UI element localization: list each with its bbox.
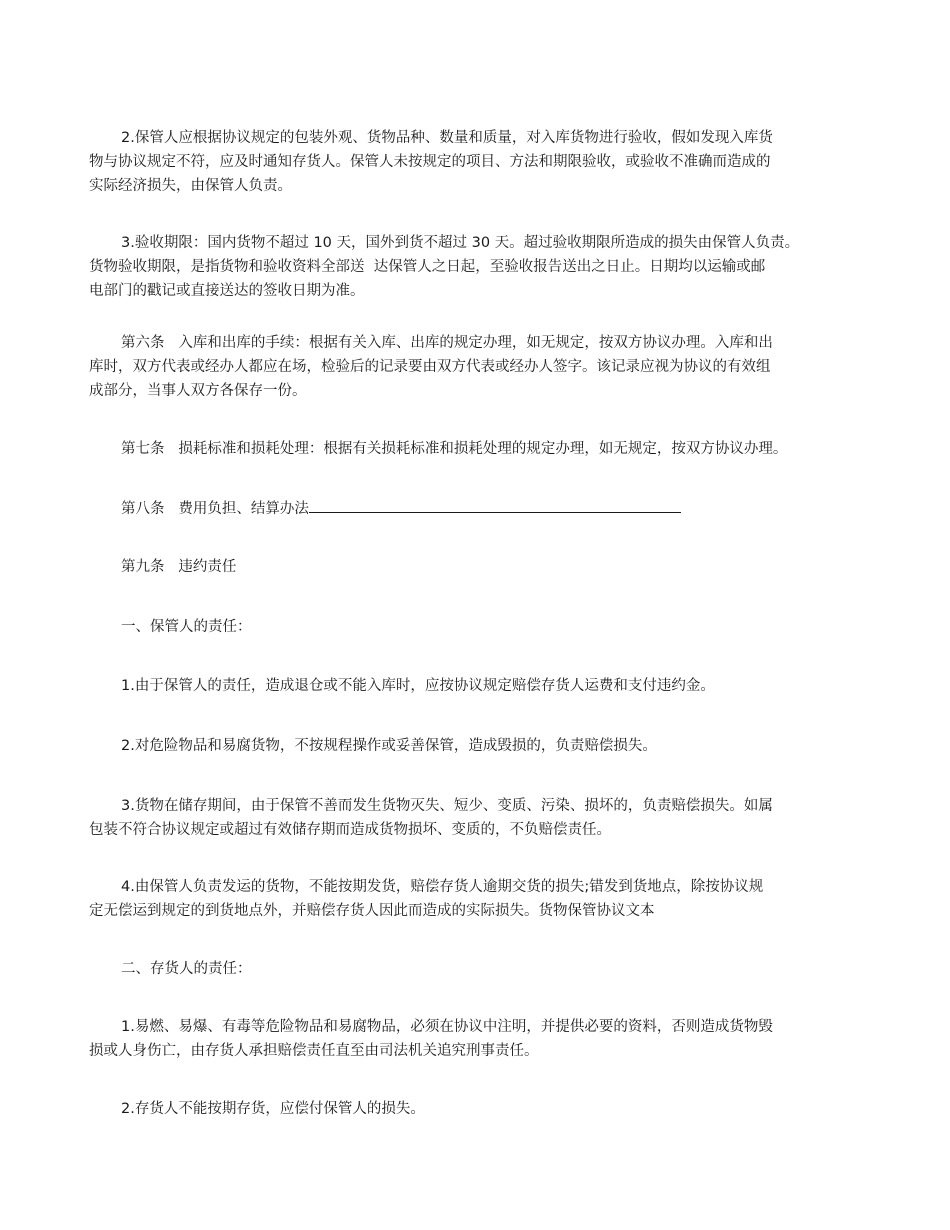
line: 一、保管人的责任：	[121, 619, 252, 635]
article-8-heading: 第八条 费用负担、结算办法	[121, 501, 309, 517]
line: 成部分，当事人双方各保存一份。	[89, 383, 307, 399]
line: 1.由于保管人的责任，造成退仓或不能入库时，应按协议规定赔偿存货人运费和支付违约金。	[121, 678, 715, 694]
keeper-item-4	[89, 875, 864, 923]
keeper-item-2	[89, 734, 864, 758]
depositor-item-2	[89, 1097, 864, 1121]
paragraph-3-acceptance-period	[89, 231, 864, 303]
line: 定无偿运到规定的到货地点外，并赔偿存货人因此而造成的实际损失。货物保管协议文本	[89, 903, 655, 919]
section-depositor-responsibility-heading	[89, 957, 864, 981]
article-7-paragraph	[89, 437, 864, 461]
line: 电部门的戳记或直接送达的签收日期为准。	[89, 283, 365, 299]
article-6-paragraph	[89, 331, 864, 403]
line: 实际经济损失，由保管人负责。	[89, 178, 292, 194]
paragraph-2-acceptance-inspection	[89, 126, 864, 198]
line: 1.易燃、易爆、有毒等危险物品和易腐物品，必须在协议中注明，并提供必要的资料，否则造成货物毁	[121, 1019, 773, 1035]
line: 第七条 损耗标准和损耗处理：根据有关损耗标准和损耗处理的规定办理，如无规定，按双方协议办理。	[121, 441, 788, 457]
line: 2.保管人应根据协议规定的包装外观、货物品种、数量和质量，对入库货物进行验收，假如发现入库货	[121, 130, 773, 146]
line: 包装不符合协议规定或超过有效储存期而造成货物损坏、变质的，不负赔偿责任。	[89, 822, 611, 838]
fill-in-blank-line	[309, 498, 681, 513]
line: 2.对危险物品和易腐货物，不按规程操作或妥善保管，造成毁损的，负责赔偿损失。	[121, 738, 657, 754]
line: 库时，双方代表或经办人都应在场，检验后的记录要由双方代表或经办人签字。该记录应视为协议的有效组	[89, 359, 771, 375]
line: 3.货物在储存期间，由于保管不善而发生货物灭失、短少、变质、污染、损坏的，负责赔偿损失。如属	[121, 798, 773, 814]
line: 3.验收期限：国内货物不超过 10 天，国外到货不超过 30 天。超过验收期限所造成的损失由保管人负责。	[121, 235, 800, 251]
line: 第九条 违约责任	[121, 559, 237, 575]
article-9-heading	[89, 555, 864, 579]
line: 4.由保管人负责发运的货物，不能按期发货，赔偿存货人逾期交货的损失;错发到货地点，除按协议规	[121, 879, 764, 895]
line: 二、存货人的责任：	[121, 961, 252, 977]
depositor-item-1	[89, 1015, 864, 1063]
article-8-paragraph	[89, 497, 864, 521]
line: 第六条 入库和出库的手续：根据有关入库、出库的规定办理，如无规定，按双方协议办理。入库和出	[121, 335, 773, 351]
keeper-item-3	[89, 794, 864, 842]
line: 损或人身伤亡，由存货人承担赔偿责任直至由司法机关追究刑事责任。	[89, 1043, 539, 1059]
line: 2.存货人不能按期存货，应偿付保管人的损失。	[121, 1101, 425, 1117]
section-keeper-responsibility-heading	[89, 615, 864, 639]
keeper-item-1	[89, 674, 864, 698]
line: 物与协议规定不符，应及时通知存货人。保管人未按规定的项目、方法和期限验收，或验收不准确而造成的	[89, 154, 771, 170]
line: 货物验收期限，是指货物和验收资料全部送 达保管人之日起，至验收报告送出之日止。日期均以运输或邮	[89, 259, 766, 275]
